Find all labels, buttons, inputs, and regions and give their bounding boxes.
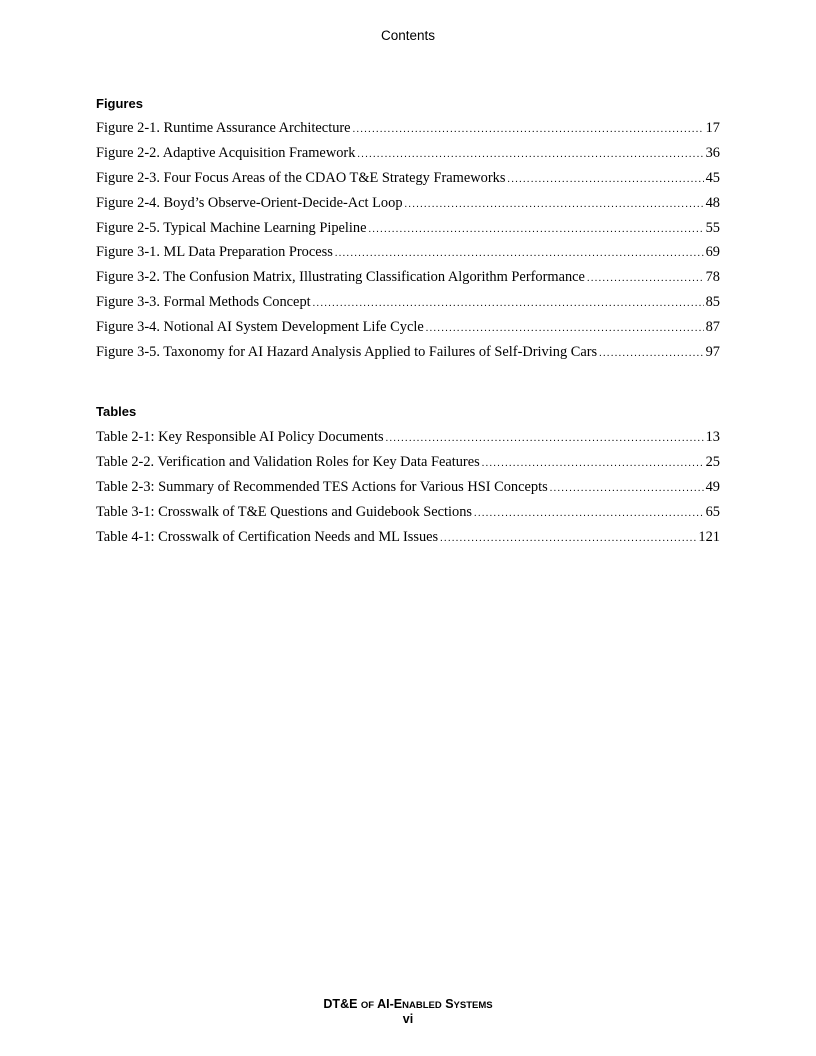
toc-entry-table[interactable] xyxy=(96,451,720,476)
toc-entry-page: 49 xyxy=(705,478,720,495)
dot-leader xyxy=(587,274,704,284)
toc-entry-title: Figure 2-3. Four Focus Areas of the CDAO T&E Strategy Frameworks xyxy=(96,169,506,186)
dot-leader xyxy=(368,225,703,235)
toc-entry-page: 121 xyxy=(698,528,720,545)
toc-entry-title: Figure 3-2. The Confusion Matrix, Illustrating Classification Algorithm Performance xyxy=(96,269,585,286)
dot-leader xyxy=(386,434,704,444)
toc-entry-title: Figure 2-5. Typical Machine Learning Pipeline xyxy=(96,219,367,236)
toc-entry-page: 45 xyxy=(705,169,720,186)
dot-leader xyxy=(335,249,704,259)
toc-entry-title: Figure 2-4. Boyd’s Observe-Orient-Decide-Act Loop xyxy=(96,194,403,211)
toc-entry-page: 97 xyxy=(705,344,720,361)
footer-title-part: NABLED xyxy=(402,1000,442,1011)
footer-title-part: AI-E xyxy=(374,997,403,1011)
toc-entry-title: Figure 3-5. Taxonomy for AI Hazard Analysis Applied to Failures of Self-Driving Cars xyxy=(96,344,598,361)
dot-leader xyxy=(357,150,703,160)
toc-entry-table[interactable] xyxy=(96,526,720,551)
toc-entry-figure[interactable] xyxy=(96,341,720,366)
toc-entry-figure[interactable] xyxy=(96,192,720,217)
dot-leader xyxy=(313,299,704,309)
toc-entry-page: 85 xyxy=(705,294,720,311)
toc-entry-title: Figure 3-3. Formal Methods Concept xyxy=(96,294,311,311)
footer-title-part: S xyxy=(441,997,454,1011)
toc-entry-page: 78 xyxy=(705,269,720,286)
toc-entry-title: Figure 2-2. Adaptive Acquisition Framework xyxy=(96,144,356,161)
dot-leader xyxy=(474,509,704,519)
toc-entry-title: Figure 3-1. ML Data Preparation Process xyxy=(96,244,333,261)
footer-title-part: OF xyxy=(360,1000,375,1011)
toc-entry-page: 13 xyxy=(705,429,720,445)
toc-entry-table[interactable] xyxy=(96,501,720,526)
toc-entry-figure[interactable] xyxy=(96,316,720,341)
toc-entry-figure[interactable] xyxy=(96,291,720,316)
figures-heading: Figures xyxy=(96,96,143,111)
figures-list xyxy=(96,117,720,366)
toc-entry-figure[interactable] xyxy=(96,217,720,242)
toc-entry-figure[interactable] xyxy=(96,142,720,167)
toc-entry-page: 25 xyxy=(705,453,720,470)
page-header-title: Contents xyxy=(380,28,436,43)
toc-entry-title: Table 2-1: Key Responsible AI Policy Documents xyxy=(96,429,384,445)
toc-entry-page: 69 xyxy=(705,244,720,261)
footer-page-number: vi xyxy=(402,1012,414,1026)
toc-entry-title: Table 2-3: Summary of Recommended TES Actions for Various HSI Concepts xyxy=(96,478,548,495)
tables-heading: Tables xyxy=(96,404,137,419)
toc-entry-page: 55 xyxy=(705,219,720,236)
dot-leader xyxy=(353,125,704,135)
toc-entry-figure[interactable] xyxy=(96,167,720,192)
dot-leader xyxy=(405,200,704,210)
toc-entry-title: Figure 3-4. Notional AI System Development Life Cycle xyxy=(96,319,424,336)
dot-leader xyxy=(426,324,704,334)
toc-entry-figure[interactable] xyxy=(96,117,720,142)
toc-entry-table[interactable] xyxy=(96,426,720,451)
toc-entry-page: 48 xyxy=(705,194,720,211)
toc-entry-figure[interactable] xyxy=(96,266,720,291)
toc-entry-table[interactable] xyxy=(96,476,720,501)
toc-entry-title: Figure 2-1. Runtime Assurance Architecture xyxy=(96,120,351,136)
dot-leader xyxy=(550,484,704,494)
toc-entry-page: 17 xyxy=(705,120,720,136)
dot-leader xyxy=(599,349,703,359)
toc-entry-title: Table 2-2. Verification and Validation Roles for Key Data Features xyxy=(96,453,480,470)
toc-entry-title: Table 3-1: Crosswalk of T&E Questions and Guidebook Sections xyxy=(96,503,473,520)
toc-entry-page: 36 xyxy=(705,144,720,161)
tables-list xyxy=(96,426,720,550)
toc-entry-page: 87 xyxy=(705,319,720,336)
toc-entry-page: 65 xyxy=(705,503,720,520)
toc-entry-figure[interactable] xyxy=(96,241,720,266)
dot-leader xyxy=(507,175,703,185)
dot-leader xyxy=(440,534,696,544)
toc-entry-title: Table 4-1: Crosswalk of Certification Needs and ML Issues xyxy=(96,528,439,545)
dot-leader xyxy=(482,459,704,469)
footer-title-part: DT&E xyxy=(323,997,361,1011)
footer-document-title xyxy=(0,997,816,1011)
footer-title-part: YSTEMS xyxy=(453,1000,493,1011)
